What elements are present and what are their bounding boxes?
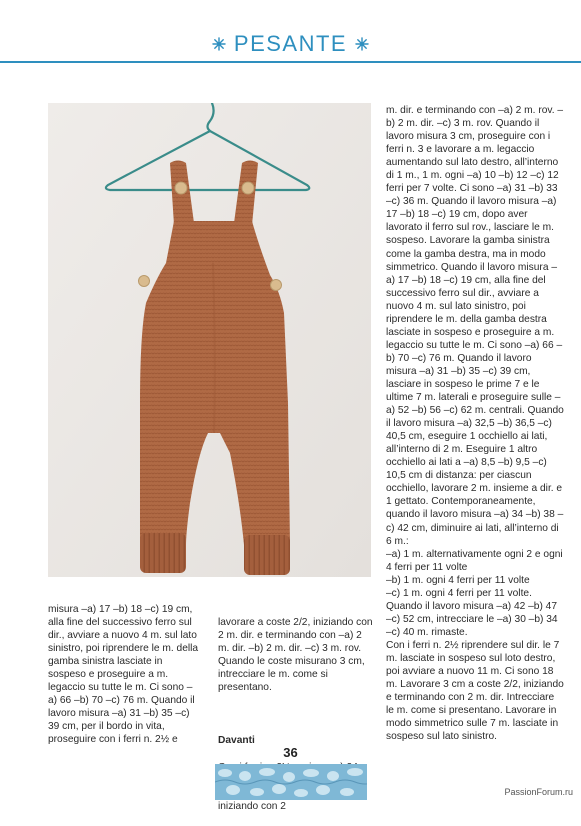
instructions-column-left: misura –a) 17 –b) 18 –c) 19 cm, alla fine del successivo ferro sul dir., avviare a nuovo 4 m. sul lato sinistro, poi riprendere le m. della gamba sinistra lasciate in sospeso e proseguire a m. legaccio su tutte le m. Ci sono –a) 66 –b) 70 –c) 76 m. Quando il lavoro misura –a) 31 –b) 35 –c) 39 cm, per il bordo in vita, proseguire con i ferri n. 2½ e — [48, 604, 199, 746]
product-photo — [48, 103, 371, 577]
section-subhead: Davanti — [218, 735, 255, 747]
right-cuff — [244, 535, 290, 575]
knitted-overalls-image — [48, 103, 371, 577]
instructions-column-right: m. dir. e terminando con –a) 2 m. rov. –b) 2 m. dir. –c) 3 m. rov. Quando il lavoro misura 3 cm, proseguire con i ferri n. 3 e lavorare a m. legaccio aumentando sul lato destro, all’interno di 1 m., 1 m. ogni –a) 10 –b) 12 –c) 12 ferri per 7 volte. Ci sono –a) 31 –b) 33 –c) 36 m. Quando il lavoro misura –a) 17 –b) 18 –c) 19 cm, dopo aver lavorato il ferro sul rov., lasciare le m. sospeso. Lavorare la gamba sinistra come la gamba destra, ma in modo simmetrico. Quando il lavoro misura –a) 17 –b) 18 –c) 19 cm, alla fine del successivo ferro sul dir., avviare a nuovo 4 m. sul lato sinistro, poi riprendere le m. della gamba destra lasciate in sospeso e proseguire a m. legaccio su tutte le m. Ci sono –a) 66 –b) 70 –c) 76 m. Quando il lavoro misura –a) 31 –b) 35 –c) 39 cm, lasciare in sospeso le prime 7 e le ultime 7 m. laterali e proseguire sulle –a) 52 –b) 56 –c) 62 m. centrali. Quando il lavoro misura –a) 32,5 –b) 36,5 –c) 40,5 cm, eseguire 1 occhiello ai lati, all’interno di 2 m. Eseguire 1 altro occhiello ai lati a –a) 8,5 –b) 9,5 –c) 10,5 cm di distanza: per ciascun occhiello, lavorare 2 m. insieme a dir. e 1 gettato. Contemporaneamente, quando il lavoro misura –a) 34 –b) 38 –c) 42 cm, diminuire ai lati, all’interno di 6 m.: –a) 1 m. alternativamente ogni 2 e ogni 4 ferri per 11 volte –b) 1 m. ogni 4 ferri per 11 volte –c) 1 m. ogni 4 ferri per 11 volte. Quando il lavoro misura –a) 42 –b) 47 –c) 52 cm, intrecciare le –a) 30 –b) 34 –c) 40 m. rimaste. Con i ferri n. 2½ riprendere sul dir. le 7 m. lasciate in sospeso sul loto destro, poi avviare a nuovo 11 m. Ci sono 18 m. Lavorare 3 cm a coste 2/2, iniziando e terminando con 2 m. dir. Intrecciare le m. come si presentano. Lavorare in modo simmetrico sulle 7 m. lasciate in sospeso sul lato sinistro. — [386, 105, 564, 743]
left-cuff — [140, 533, 186, 573]
section-title — [0, 30, 581, 57]
instructions-paragraph: iniziando con 2 — [218, 800, 286, 812]
knit-texture-strip — [215, 764, 367, 800]
snowflake-icon — [212, 37, 226, 51]
instructions-paragraph: lavorare a coste 2/2, iniziando con 2 m. dir. e terminando con –a) 2 m. dir. –b) 2 m. dir. –c) 3 m. rov. Quando le coste misurano 3 cm, intrecciare le m. come si presentano. — [218, 617, 373, 694]
section-title-text: PESANTE — [233, 31, 348, 57]
watermark: PassionForum.ru — [504, 787, 573, 797]
page-header — [0, 0, 581, 62]
page-number: 36 — [283, 745, 298, 760]
snowflake-icon — [355, 37, 369, 51]
header-rule — [0, 61, 581, 63]
